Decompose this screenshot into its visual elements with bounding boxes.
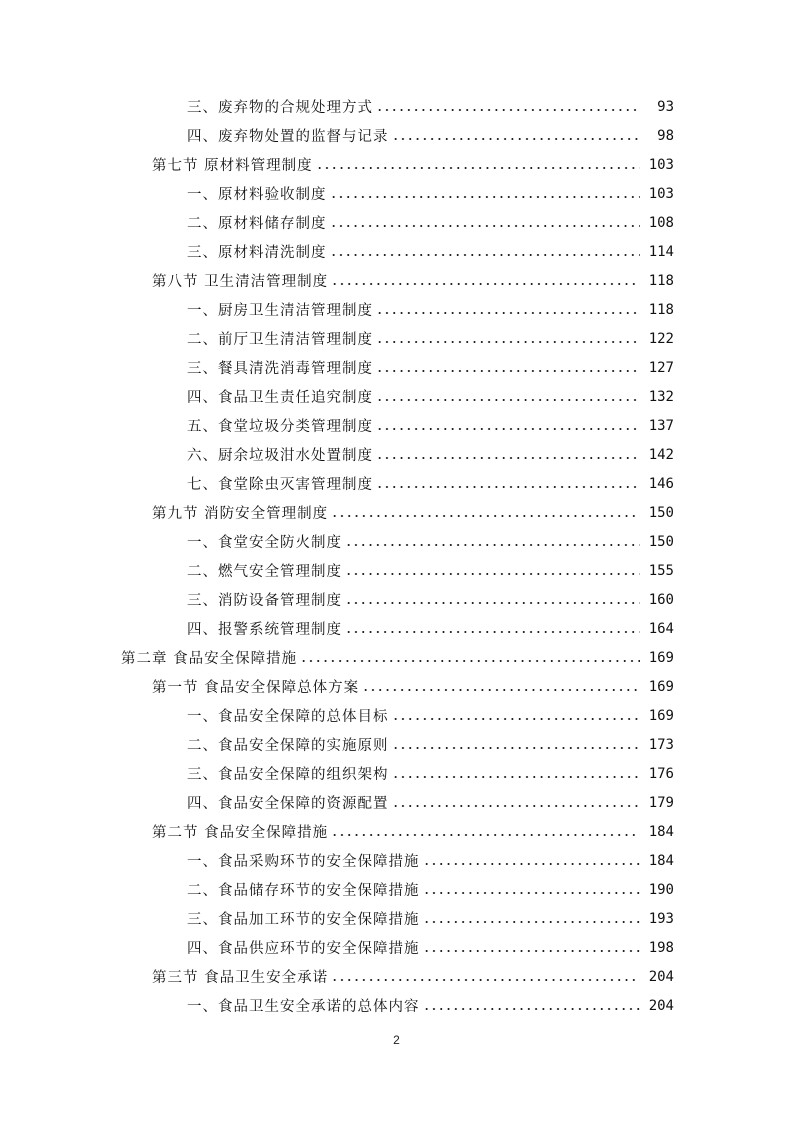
toc-entry-page: 204 — [648, 997, 674, 1014]
table-of-contents — [0, 92, 793, 1020]
toc-entry-page: 169 — [648, 649, 674, 666]
toc-entry-title: 一、食品采购环节的安全保障措施 — [187, 854, 420, 870]
toc-entry-title: 一、食堂安全防火制度 — [187, 535, 342, 551]
toc-leader-dots — [392, 776, 641, 778]
toc-entry-title: 三、原材料清洗制度 — [187, 245, 327, 261]
toc-entry-title: 第九节 消防安全管理制度 — [152, 506, 329, 522]
toc-entry-page: 193 — [648, 910, 674, 927]
toc-entry-page: 190 — [648, 881, 674, 898]
toc-entry[interactable] — [152, 672, 793, 701]
toc-entry-page: 176 — [648, 765, 674, 782]
toc-entry[interactable] — [187, 237, 793, 266]
toc-entry[interactable] — [187, 208, 793, 237]
toc-entry[interactable] — [187, 788, 793, 817]
toc-entry-page: 150 — [648, 504, 674, 521]
toc-leader-dots — [345, 544, 640, 546]
toc-entry-title: 三、食品安全保障的组织架构 — [187, 767, 389, 783]
toc-entry[interactable] — [187, 92, 793, 121]
toc-leader-dots — [376, 109, 640, 111]
toc-entry-page: 103 — [648, 156, 674, 173]
toc-leader-dots — [330, 196, 641, 198]
toc-entry[interactable] — [187, 324, 793, 353]
toc-entry-title: 第二章 食品安全保障措施 — [121, 651, 298, 667]
toc-leader-dots — [331, 515, 640, 517]
toc-entry-title: 七、食堂除虫灭害管理制度 — [187, 477, 373, 493]
toc-leader-dots — [392, 138, 641, 140]
toc-entry[interactable] — [187, 759, 793, 788]
toc-leader-dots — [300, 660, 640, 662]
toc-entry-title: 第八节 卫生清洁管理制度 — [152, 274, 329, 290]
toc-entry-page: 184 — [648, 852, 674, 869]
toc-entry[interactable] — [187, 121, 793, 150]
toc-leader-dots — [345, 631, 640, 633]
toc-leader-dots — [330, 254, 641, 256]
toc-entry-page: 146 — [648, 475, 674, 492]
toc-leader-dots — [423, 863, 641, 865]
toc-leader-dots — [330, 225, 641, 227]
toc-entry[interactable] — [187, 614, 793, 643]
toc-leader-dots — [376, 341, 640, 343]
toc-leader-dots — [376, 370, 640, 372]
toc-entry-page: 108 — [648, 214, 674, 231]
toc-entry-page: 169 — [648, 707, 674, 724]
toc-entry-page: 132 — [648, 388, 674, 405]
toc-leader-dots — [376, 399, 640, 401]
toc-entry-page: 184 — [648, 823, 674, 840]
toc-entry[interactable] — [187, 179, 793, 208]
toc-entry-title: 四、食品安全保障的资源配置 — [187, 796, 389, 812]
toc-leader-dots — [423, 1008, 641, 1010]
toc-entry-title: 三、废弃物的合规处理方式 — [187, 100, 373, 116]
toc-entry[interactable] — [187, 991, 793, 1020]
toc-entry[interactable] — [187, 382, 793, 411]
toc-entry-page: 103 — [648, 185, 674, 202]
toc-entry-page: 179 — [648, 794, 674, 811]
toc-leader-dots — [331, 283, 640, 285]
toc-entry[interactable] — [187, 875, 793, 904]
toc-entry-page: 142 — [648, 446, 674, 463]
toc-entry-page: 160 — [648, 591, 674, 608]
toc-leader-dots — [376, 486, 640, 488]
toc-leader-dots — [392, 805, 641, 807]
toc-leader-dots — [423, 921, 641, 923]
toc-leader-dots — [376, 428, 640, 430]
toc-leader-dots — [376, 457, 640, 459]
toc-leader-dots — [392, 718, 641, 720]
toc-leader-dots — [331, 979, 640, 981]
toc-entry-title: 四、报警系统管理制度 — [187, 622, 342, 638]
toc-entry-page: 169 — [648, 678, 674, 695]
toc-entry-page: 204 — [648, 968, 674, 985]
toc-entry[interactable] — [187, 295, 793, 324]
toc-entry-page: 118 — [648, 272, 674, 289]
toc-entry[interactable] — [187, 730, 793, 759]
toc-entry[interactable] — [152, 498, 793, 527]
toc-entry-title: 二、食品储存环节的安全保障措施 — [187, 883, 420, 899]
toc-entry-title: 二、食品安全保障的实施原则 — [187, 738, 389, 754]
toc-entry[interactable] — [187, 440, 793, 469]
toc-leader-dots — [345, 602, 640, 604]
toc-entry-page: 198 — [648, 939, 674, 956]
toc-entry-title: 一、食品卫生安全承诺的总体内容 — [187, 999, 420, 1015]
toc-entry[interactable] — [187, 585, 793, 614]
toc-entry-title: 四、食品卫生责任追究制度 — [187, 390, 373, 406]
toc-entry[interactable] — [152, 266, 793, 295]
toc-entry[interactable] — [187, 846, 793, 875]
toc-entry[interactable] — [152, 817, 793, 846]
toc-entry-title: 一、厨房卫生清洁管理制度 — [187, 303, 373, 319]
toc-entry[interactable] — [187, 556, 793, 585]
toc-entry-title: 三、食品加工环节的安全保障措施 — [187, 912, 420, 928]
toc-entry[interactable] — [187, 701, 793, 730]
toc-entry[interactable] — [187, 527, 793, 556]
toc-entry-page: 137 — [648, 417, 674, 434]
toc-entry-title: 三、餐具清洗消毒管理制度 — [187, 361, 373, 377]
toc-entry[interactable] — [121, 643, 793, 672]
toc-entry-page: 155 — [648, 562, 674, 579]
toc-entry-page: 150 — [648, 533, 674, 550]
toc-entry-title: 四、食品供应环节的安全保障措施 — [187, 941, 420, 957]
toc-entry-title: 第二节 食品安全保障措施 — [152, 825, 329, 841]
toc-entry-title: 第七节 原材料管理制度 — [152, 158, 313, 174]
toc-leader-dots — [376, 312, 640, 314]
toc-entry-title: 五、食堂垃圾分类管理制度 — [187, 419, 373, 435]
toc-leader-dots — [392, 747, 641, 749]
toc-entry-page: 173 — [648, 736, 674, 753]
toc-leader-dots — [423, 892, 641, 894]
toc-entry-title: 二、原材料储存制度 — [187, 216, 327, 232]
toc-entry-title: 第一节 食品安全保障总体方案 — [152, 680, 360, 696]
toc-leader-dots — [345, 573, 640, 575]
toc-entry-title: 二、燃气安全管理制度 — [187, 564, 342, 580]
toc-entry-title: 三、消防设备管理制度 — [187, 593, 342, 609]
toc-leader-dots — [316, 167, 640, 169]
toc-entry[interactable] — [152, 150, 793, 179]
toc-entry-page: 122 — [648, 330, 674, 347]
toc-entry-title: 一、食品安全保障的总体目标 — [187, 709, 389, 725]
page-number: 2 — [393, 1033, 400, 1047]
toc-entry-title: 四、废弃物处置的监督与记录 — [187, 129, 389, 145]
toc-entry-title: 二、前厅卫生清洁管理制度 — [187, 332, 373, 348]
toc-entry-page: 127 — [648, 359, 674, 376]
toc-entry[interactable] — [187, 353, 793, 382]
toc-leader-dots — [362, 689, 640, 691]
toc-leader-dots — [331, 834, 640, 836]
toc-entry-page: 98 — [657, 127, 674, 144]
toc-entry-title: 六、厨余垃圾泔水处置制度 — [187, 448, 373, 464]
toc-entry[interactable] — [187, 411, 793, 440]
toc-entry-title: 一、原材料验收制度 — [187, 187, 327, 203]
toc-entry-page: 114 — [648, 243, 674, 260]
toc-entry[interactable] — [187, 933, 793, 962]
toc-entry-page: 164 — [648, 620, 674, 637]
toc-entry-page: 118 — [648, 301, 674, 318]
toc-leader-dots — [423, 950, 641, 952]
toc-entry[interactable] — [187, 904, 793, 933]
toc-entry[interactable] — [152, 962, 793, 991]
toc-entry[interactable] — [187, 469, 793, 498]
toc-entry-title: 第三节 食品卫生安全承诺 — [152, 970, 329, 986]
toc-entry-page: 93 — [657, 98, 674, 115]
